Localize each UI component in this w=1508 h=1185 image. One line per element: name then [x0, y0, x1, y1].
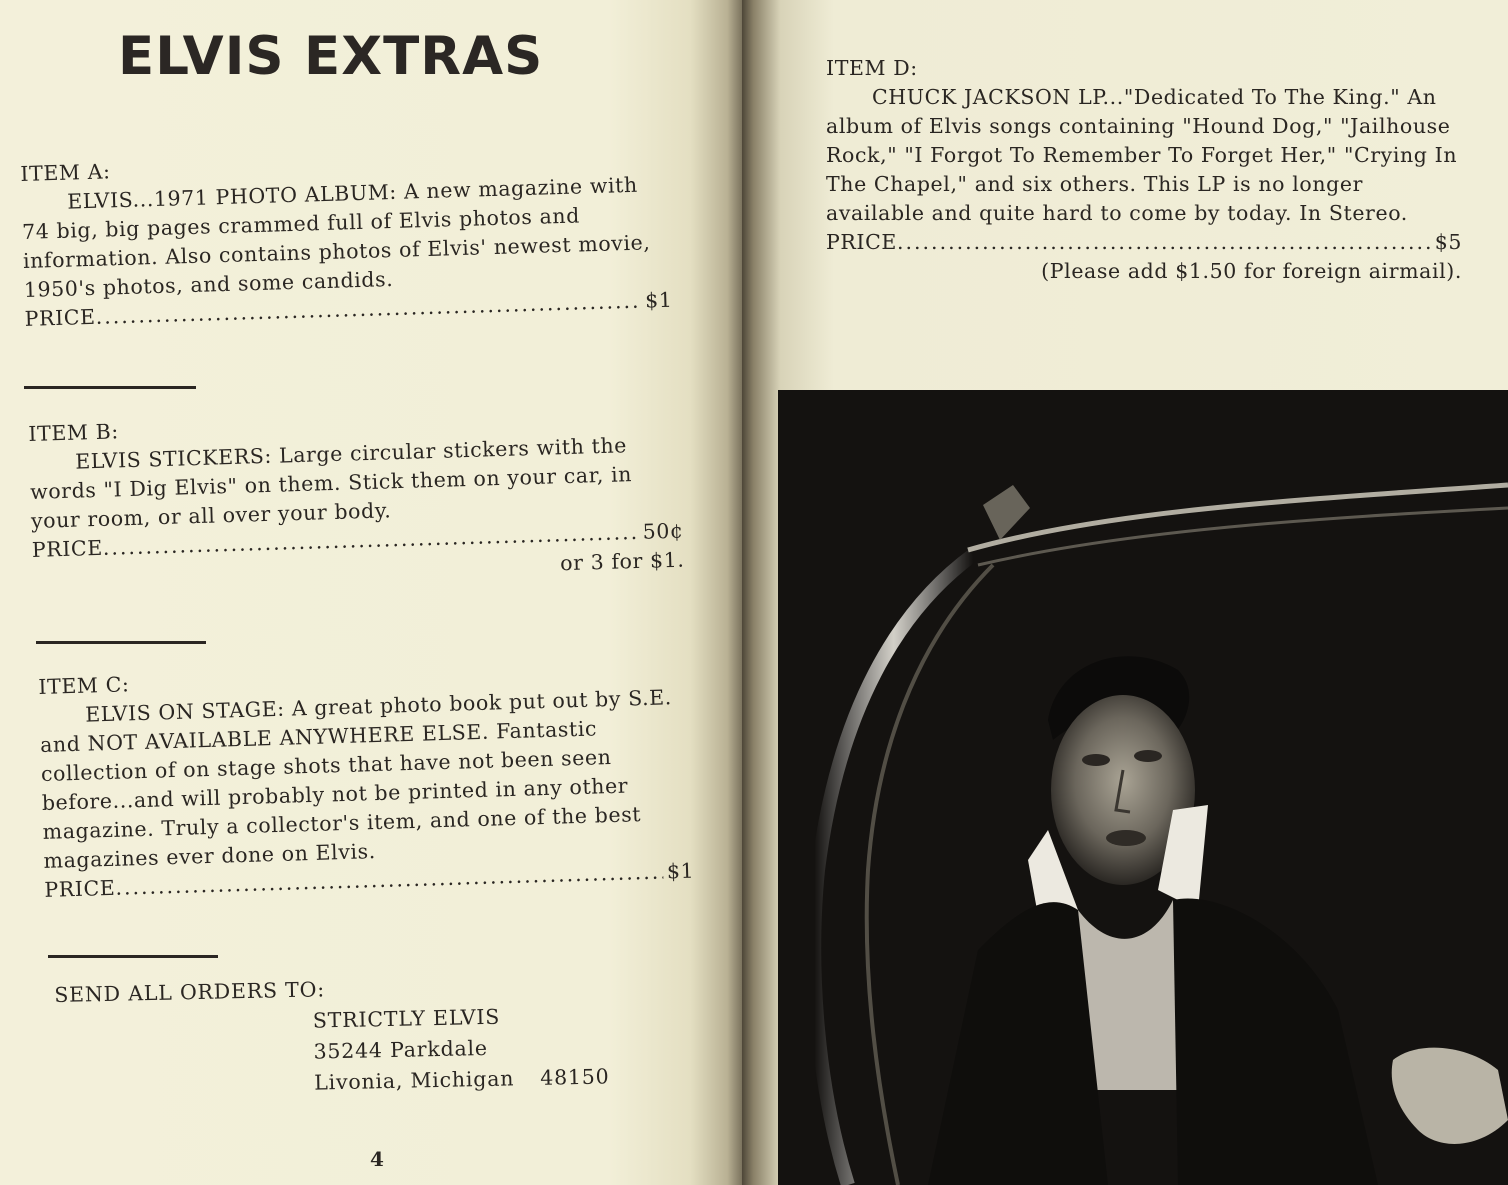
item-d-price: $5 [1434, 230, 1462, 254]
item-c [38, 654, 695, 905]
address-name: STRICTLY ELVIS [312, 1004, 501, 1033]
address-city-line [314, 1060, 677, 1099]
item-b-price: 50¢ [642, 518, 684, 544]
address-city: Livonia, Michigan [313, 1066, 515, 1095]
item-d-label: ITEM D: [826, 56, 918, 80]
divider-rule [36, 641, 206, 644]
item-b-price-label: PRICE [31, 535, 104, 562]
item-d-description: CHUCK JACKSON LP..."Dedicated To The King." An album of Elvis songs containing "Hound Dog," "Jailhouse Rock," "I Forgot To Remember To Forget Her," "Crying In The Chapel," and six others. This LP is no longer available and quite hard to come by today. In Stereo. [826, 85, 1458, 225]
item-d [826, 54, 1462, 286]
item-a-label: ITEM A: [20, 159, 111, 186]
item-d-price-label: PRICE [826, 230, 897, 254]
order-address-block [54, 967, 676, 1104]
item-a-price: $1 [644, 287, 673, 313]
page-title: ELVIS EXTRAS [118, 26, 544, 87]
item-d-price-row [826, 228, 1462, 257]
item-b [28, 401, 685, 594]
item-a [20, 141, 673, 334]
item-c-description: ELVIS ON STAGE: A great photo book put out by S.E. and NOT AVAILABLE ANYWHERE ELSE. Fantastic collection of on stage shots that have not been seen before...and will probably not be printed in any other magazine. Truly a collector's item, and one of the best magazines ever done on Elvis. [39, 685, 673, 873]
orders-heading: SEND ALL ORDERS TO: [54, 977, 326, 1007]
item-b-label: ITEM B: [28, 419, 120, 446]
page-number: 4 [370, 1147, 384, 1171]
item-b-description: ELVIS STICKERS: Large circular stickers with the words "I Dig Elvis" on them. Stick them on your car, in your room, or all over your body. [29, 433, 633, 533]
item-a-description: ELVIS...1971 PHOTO ALBUM: A new magazine with 74 big, big pages crammed full of Elvis photos and information. Also contains photos of Elvis' newest movie, 1950's photos, and some candids. [21, 172, 651, 302]
item-c-label: ITEM C: [38, 672, 130, 699]
leader-dots [897, 228, 1431, 257]
address-zip: 48150 [539, 1064, 610, 1090]
divider-rule [48, 955, 218, 958]
mailing-address [55, 998, 677, 1104]
left-page [0, 0, 742, 1185]
photo-illustration [778, 390, 1508, 1185]
item-c-price: $1 [666, 858, 695, 884]
item-b-price-alt: or 3 for $1. [559, 547, 685, 576]
item-d-note: (Please add $1.50 for foreign airmail). [1041, 259, 1462, 283]
item-c-price-label: PRICE [44, 875, 116, 902]
address-street: 35244 Parkdale [313, 1035, 489, 1064]
item-a-price-label: PRICE [24, 304, 97, 331]
elvis-car-photo [778, 390, 1508, 1185]
right-page [742, 0, 1508, 1185]
divider-rule [24, 386, 196, 389]
